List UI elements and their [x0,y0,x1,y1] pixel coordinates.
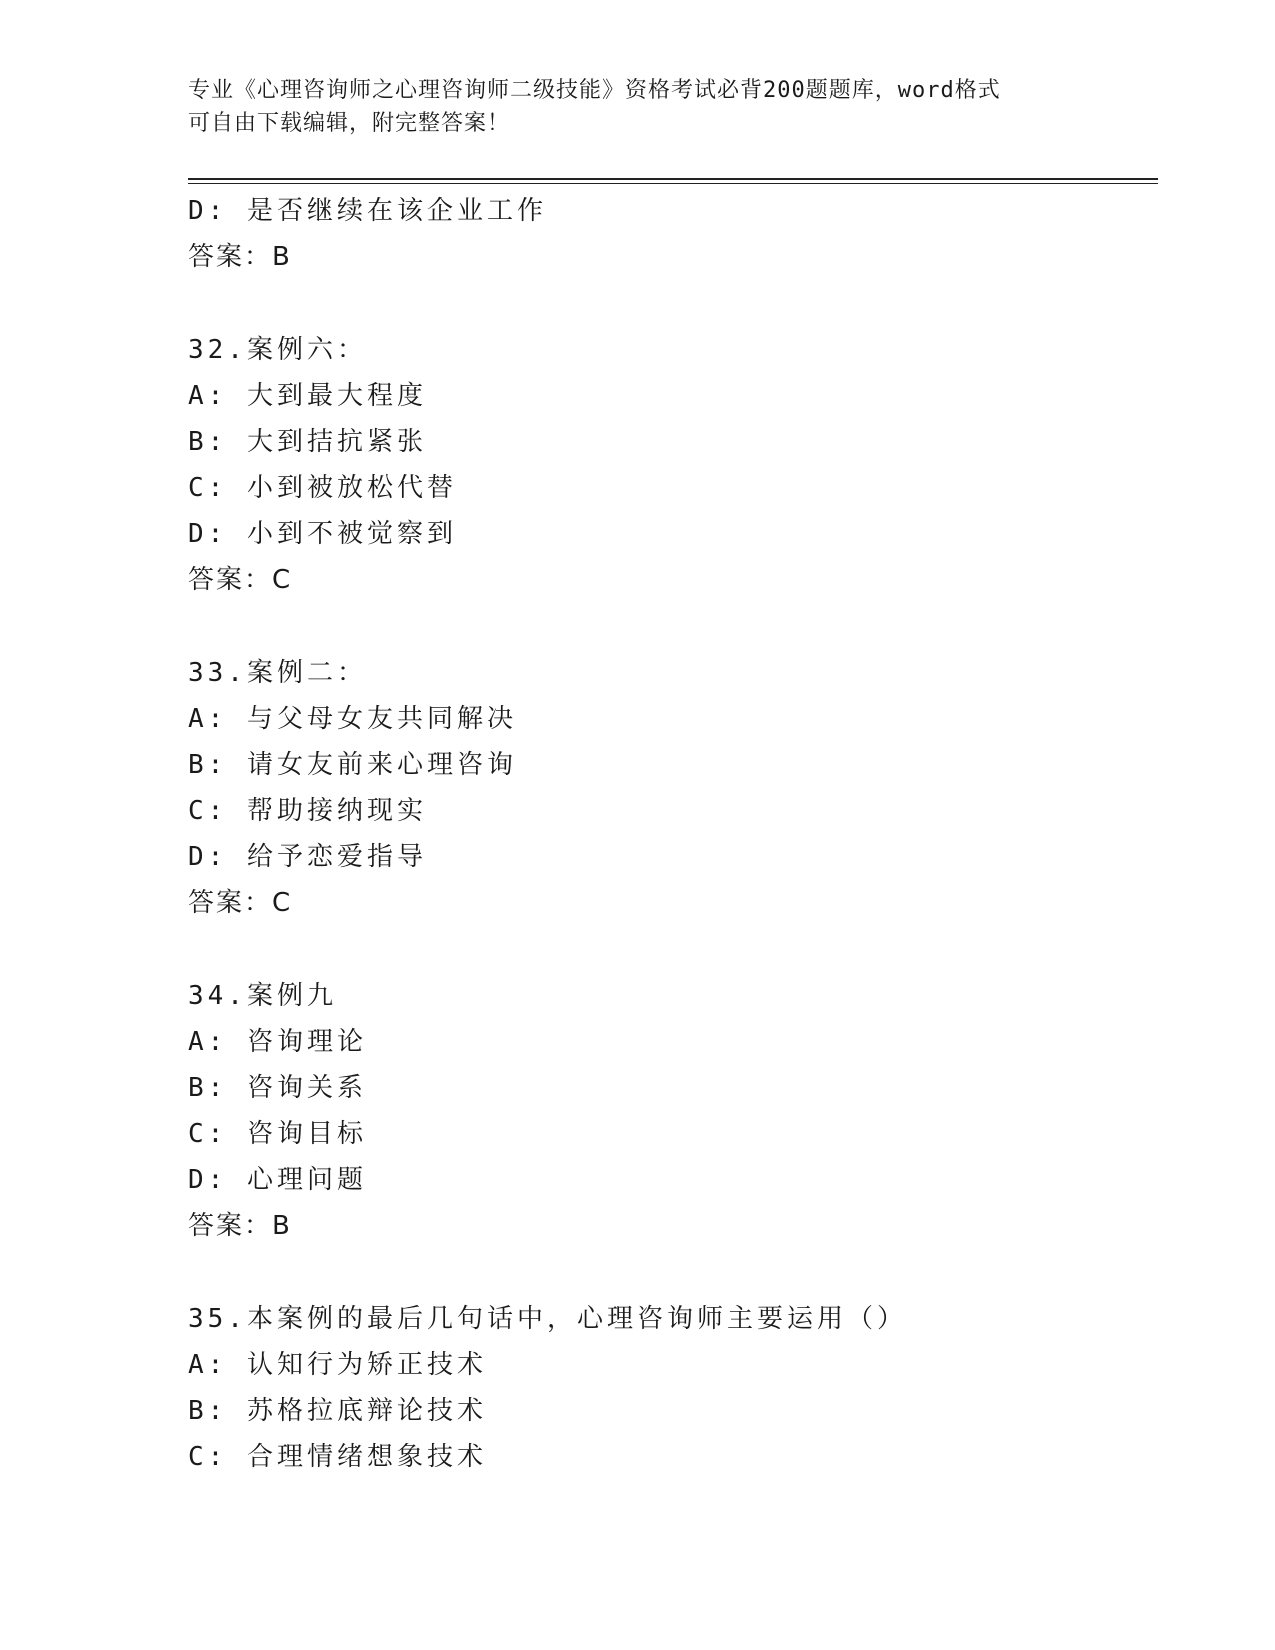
option-b: B: 咨询关系 [188,1073,367,1103]
answer-line: 答案：B [188,242,292,272]
question-stem: 32.案例六： [188,335,367,365]
option-d: D: 小到不被觉察到 [188,519,457,549]
option-b: B: 苏格拉底辩论技术 [188,1396,487,1426]
answer-line: 答案：C [188,888,293,918]
question-stem: 34.案例九 [188,981,337,1011]
option-a: A: 咨询理论 [188,1027,367,1057]
header-divider-thin [188,183,1158,184]
option-d: D: 是否继续在该企业工作 [188,196,547,226]
header-divider-thick [188,178,1158,180]
option-b: B: 大到拮抗紧张 [188,427,427,457]
document-header [188,74,1088,140]
question-list [188,188,1158,1480]
question-34 [188,973,1158,1249]
option-c: C: 咨询目标 [188,1119,367,1149]
question-35 [188,1296,1158,1480]
spacer [188,1249,1158,1296]
option-b: B: 请女友前来心理咨询 [188,750,517,780]
option-d: D: 给予恋爱指导 [188,842,427,872]
spacer [188,926,1158,973]
option-a: A: 大到最大程度 [188,381,427,411]
question-33 [188,650,1158,926]
answer-line: 答案：B [188,1211,292,1241]
question-32 [188,327,1158,603]
option-c: C: 小到被放松代替 [188,473,457,503]
question-stem: 33.案例二： [188,658,367,688]
spacer [188,280,1158,327]
option-d: D: 心理问题 [188,1165,367,1195]
option-c: C: 合理情绪想象技术 [188,1442,487,1472]
option-a: A: 与父母女友共同解决 [188,704,517,734]
option-c: C: 帮助接纳现实 [188,796,427,826]
header-line-1: 专业《心理咨询师之心理咨询师二级技能》资格考试必背200题题库，word格式 [188,78,1001,103]
spacer [188,603,1158,650]
question-31-fragment [188,188,1158,280]
header-line-2: 可自由下载编辑，附完整答案！ [188,111,511,136]
question-stem: 35.本案例的最后几句话中，心理咨询师主要运用（） [188,1304,907,1334]
option-a: A: 认知行为矫正技术 [188,1350,487,1380]
answer-line: 答案：C [188,565,293,595]
